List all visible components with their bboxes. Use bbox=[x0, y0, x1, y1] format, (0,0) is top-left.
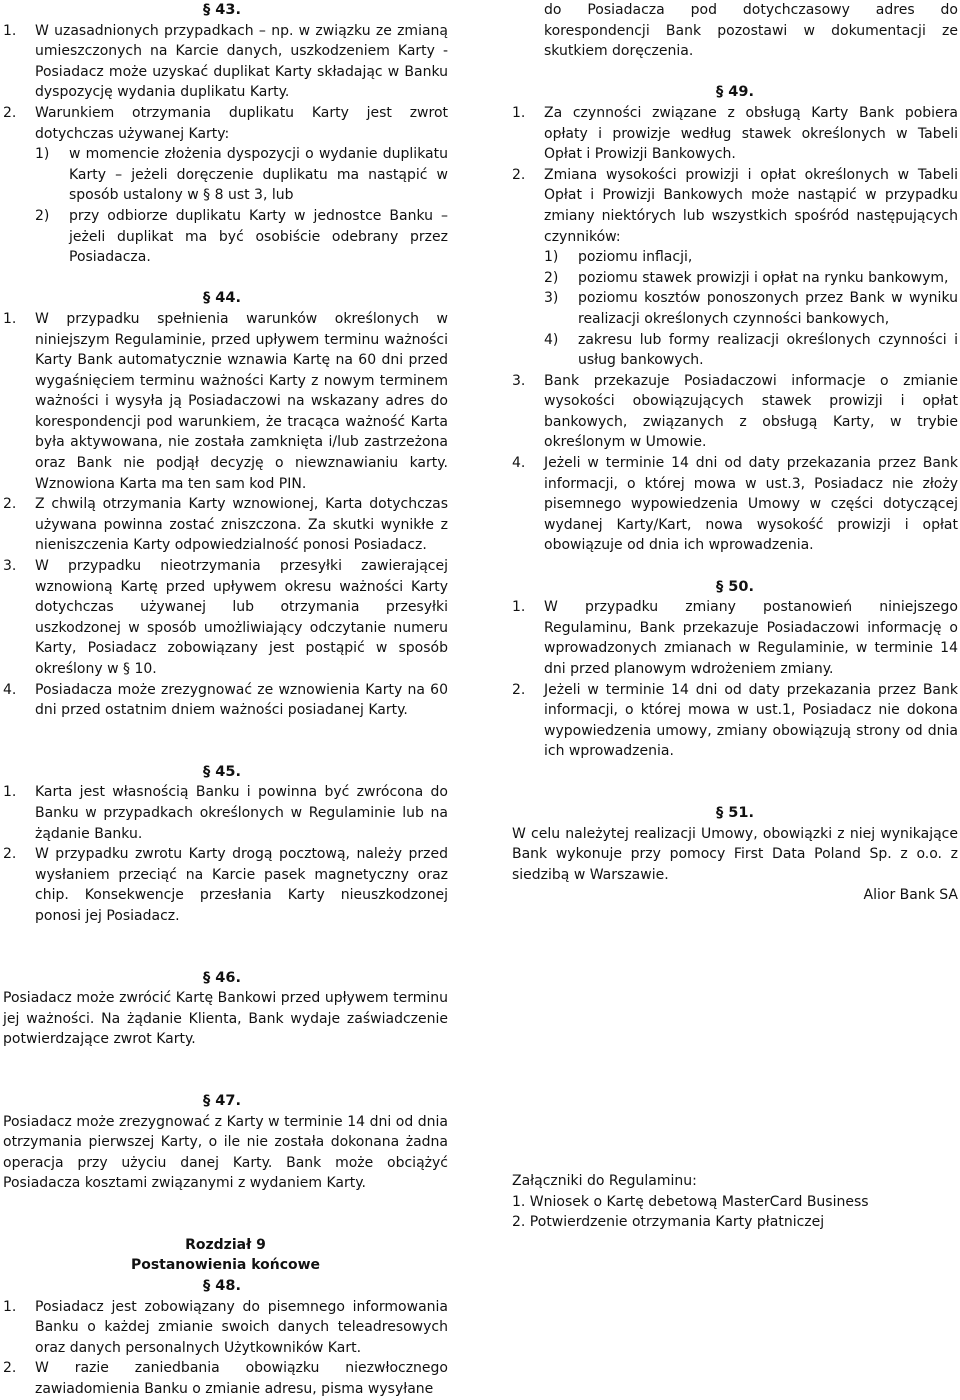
s49-subitem-3: 3) poziomu kosztów ponoszonych przez Bank w wyniku realizacji określonych czynności bankowych, bbox=[544, 290, 958, 327]
section-48-title: § 48. bbox=[203, 1278, 241, 1295]
s43-subitem-1: 1) w momencie złożenia dyspozycji o wydanie duplikatu Karty – jeżeli doręczenie duplikatu ma nastąpić w sposób ustalony w § 8 ust 3, lub bbox=[35, 146, 448, 204]
s49-subitem-4: 4) zakresu lub formy realizacji określonych czynności i usług bankowych. bbox=[544, 331, 958, 369]
s45-item-2: 2. W przypadku zwrotu Karty drogą pocztową, należy przed wysłaniem przeciąć na Karcie pasek magnetyczny oraz chip. Konsekwencje przesłania Karty nieuszkodzonej ponosi jej Posiadacz. bbox=[3, 846, 448, 924]
section-49-title: § 49. bbox=[716, 84, 754, 101]
chapter-title: Postanowienia końcowe bbox=[130, 1257, 321, 1274]
s50-item-2: 2. Jeżeli w terminie 14 dni od daty przekazania przez Bank informacji, o której mowa w ust.1, Posiadacz nie dokona wypowiedzenia umowy, zmiany obowiązują strony od dnia ich wprowadzenia. bbox=[512, 681, 958, 760]
s47-paragraph: Posiadacz może zrezygnować z Karty w terminie 14 dni od dnia otrzymania pierwszej Karty, o ile nie została dokonana żadna operacja przy użyciu danej Karty. Bank może obciążyć Posiadacza kosztami związanymi z wydaniem Karty. bbox=[3, 1113, 448, 1192]
section-51-title: § 51. bbox=[716, 804, 754, 821]
section-43-title: § 43. bbox=[203, 2, 241, 18]
section-46-title: § 46. bbox=[203, 969, 241, 986]
section-50-title: § 50. bbox=[716, 578, 754, 595]
s48-item-1: 1. Posiadacz jest zobowiązany do pisemnego informowania Banku o każdej zmianie swoich danych teleadresowych oraz danych personalnych Użytkowników Kart. bbox=[3, 1298, 448, 1356]
signature: Alior Bank SA bbox=[863, 887, 958, 904]
attachment-item: 1. Wniosek o Kartę debetową MasterCard Business bbox=[512, 1193, 869, 1210]
section-44-title: § 44. bbox=[203, 290, 241, 307]
s44-item-3: 3. W przypadku nieotrzymania przesyłki zawierającej wznowioną Kartę przed upływem okresu ważności Karty dotychczas używanej lub otrzymania przesyłki uszkodzonej w sposób umożliwiający odczytanie numeru Karty, Posiadacz zobowiązany jest postąpić w sposób określony w § 10. bbox=[3, 558, 448, 677]
s44-item-2: 2. Z chwilą otrzymania Karty wznowionej, Karta dotychczas używana powinna zostać zniszczona. Za skutki wynikłe z nieniszczenia Karty odpowiedzialność ponosi Posiadacz. bbox=[3, 496, 448, 554]
s49-item-4: 4. Jeżeli w terminie 14 dni od daty przekazania przez Bank informacji, o której mowa w ust.3, Posiadacz nie złoży pisemnego wypowiedzenia Umowy w części dotyczącej wydanej Karty/Kart, nowa wysokość prowizji i opłat obowiązuje od dnia ich wprowadzenia. bbox=[512, 455, 958, 554]
s48-continuation: do Posiadacza pod dotychczasowy adres do korespondencji Bank pozostawi w dokumentacji ze skutkiem doręczenia. bbox=[544, 2, 958, 60]
s49-item-1: 1. Za czynności związane z obsługą Karty Bank pobiera opłaty i prowizje według stawek określonych w Tabeli Opłat i Prowizji Bankowych. bbox=[512, 104, 958, 163]
s49-subitem-1: 1) poziomu inflacji, bbox=[544, 249, 693, 266]
s51-paragraph: W celu należytej realizacji Umowy, obowiązki z niej wynikające Bank wykonuje przy pomocy First Data Poland Sp. z o.o. z siedzibą w Warszawie. bbox=[512, 825, 958, 883]
attachments-heading: Załączniki do Regulaminu: bbox=[512, 1173, 697, 1189]
chapter-number: Rozdział 9 bbox=[185, 1236, 266, 1253]
section-45-title: § 45. bbox=[203, 763, 241, 780]
s44-item-4: 4. Posiadacza może zrezygnować ze wznowienia Karty na 60 dni przed ostatnim dniem ważności posiadanej Karty. bbox=[3, 681, 448, 719]
s45-item-1: 1. Karta jest własnością Banku i powinna być zwrócona do Banku w przypadkach określonych w Regulaminie lub na żądanie Banku. bbox=[3, 784, 448, 842]
s44-item-1: 1. W przypadku spełnienia warunków określonych w niniejszym Regulaminie, przed upływem terminu ważności Karty Bank automatycznie wznawia Kartę na 60 dni przed wygaśnięciem terminu ważności Karty z nowym terminem ważności i wysyła ją Posiadaczowi na wskazany adres do korespondencji pod warunkiem, że tracąca ważność Karta była aktywowana, nie została zamknięta i/lub zastrzeżona oraz Bank nie podjął decyzję o niewznawianiu karty. Wznowiona Karta ma ten sam kod PIN. bbox=[3, 310, 448, 492]
s50-item-1: 1. W przypadku zmiany postanowień niniejszego Regulaminu, Bank przekazuje Posiadaczowi informację o wprowadzonych zmianach w Regulaminie, w terminie 14 dni przed planowym wdrożeniem zmiany. bbox=[512, 599, 958, 677]
right-column bbox=[512, 0, 958, 906]
s46-paragraph: Posiadacz może zwrócić Kartę Bankowi przed upływem terminu jej ważności. Na żądanie Klienta, Bank wydaje zaświadczenie potwierdzające zwrot Karty. bbox=[3, 990, 448, 1048]
s43-subitem-2: 2) przy odbiorze duplikatu Karty w jednostce Banku – jeżeli duplikat ma być osobiście odebrany przez Posiadacza. bbox=[35, 207, 448, 266]
left-column bbox=[3, 0, 448, 1400]
s49-item-3: 3. Bank przekazuje Posiadaczowi informacje o zmianie wysokości obowiązujących stawek prowizji i opłat bankowych, związanych z obsługą Karty, w trybie określonym w Umowie. bbox=[512, 372, 958, 451]
section-47-title: § 47. bbox=[203, 1092, 241, 1109]
attachment-item: 2. Potwierdzenie otrzymania Karty płatniczej bbox=[512, 1214, 825, 1231]
s49-subitem-2: 2) poziomu stawek prowizji i opłat na rynku bankowym, bbox=[544, 269, 949, 286]
attachments-block bbox=[512, 1171, 958, 1233]
s43-item-1: 1. W uzasadnionych przypadkach – np. w związku ze zmianą umieszczonych na Karcie danych, uszkodzeniem Karty - Posiadacz może uzyskać duplikat Karty składając w Banku dyspozycję wydania duplikatu Karty. bbox=[3, 22, 448, 101]
s49-item-2: 2. Zmiana wysokości prowizji i opłat określonych w Tabeli Opłat i Prowizji Bankowych może nastąpić w przypadku zmiany niektórych lub wszystkich spośród następujących czynników: bbox=[512, 166, 958, 245]
s43-item-2: 2. Warunkiem otrzymania duplikatu Karty jest zwrot dotychczas używanej Karty: bbox=[3, 104, 448, 142]
s48-item-2: 2. W razie zaniedbania obowiązku niezwłocznego zawiadomienia Banku o zmianie adresu, pisma wysyłane bbox=[3, 1360, 448, 1398]
